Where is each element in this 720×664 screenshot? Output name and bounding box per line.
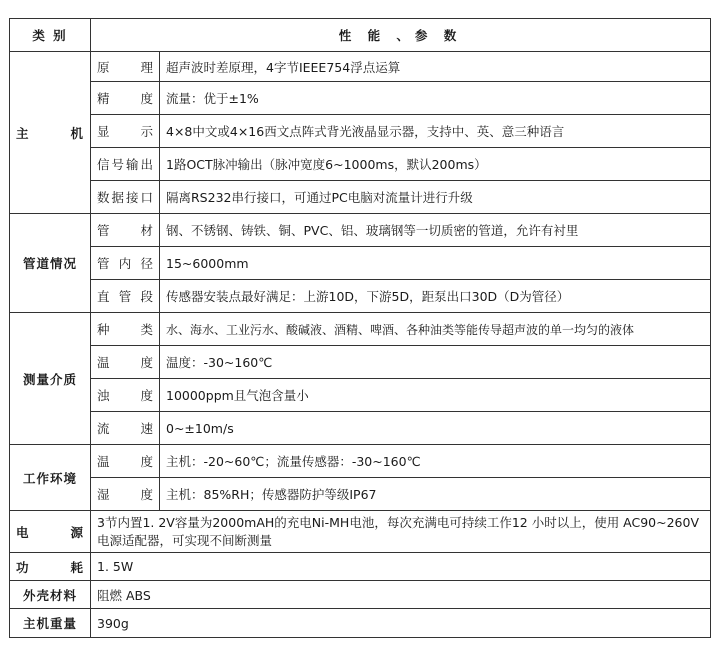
param-name: 原 理 [91, 52, 160, 82]
table-row [10, 115, 711, 148]
param-name: 管内径 [91, 247, 160, 280]
param-value: 隔离RS232串行接口，可通过PC电脑对流量计进行升级 [160, 181, 711, 214]
param-value: 超声波时差原理，4字节IEEE754浮点运算 [160, 52, 711, 82]
table-row [10, 478, 711, 511]
header-performance: 性 能 、参 数 [91, 19, 711, 52]
category-consumption: 功 耗 [10, 553, 91, 581]
param-value: 钢、不锈钢、铸铁、铜、PVC、铝、玻璃钢等一切质密的管道，允许有衬里 [160, 214, 711, 247]
category-medium: 测量介质 [10, 313, 91, 445]
header-row [10, 19, 711, 52]
param-name: 管 材 [91, 214, 160, 247]
param-name: 湿 度 [91, 478, 160, 511]
param-name: 数据接口 [91, 181, 160, 214]
category-main: 主 机 [10, 52, 91, 214]
category-shell: 外壳材料 [10, 581, 91, 609]
param-name: 显 示 [91, 115, 160, 148]
param-value: 水、海水、工业污水、酸碱液、酒精、啤酒、各种油类等能传导超声波的单一均匀的液体 [160, 313, 711, 346]
table-row [10, 280, 711, 313]
table-row [10, 52, 711, 82]
weight-value: 390g [91, 609, 711, 638]
table-row [10, 609, 711, 638]
category-pipe: 管道情况 [10, 214, 91, 313]
spec-table [9, 18, 711, 638]
param-value: 流量：优于±1% [160, 82, 711, 115]
table-row [10, 445, 711, 478]
param-name: 流 速 [91, 412, 160, 445]
category-power: 电 源 [10, 511, 91, 553]
table-row [10, 214, 711, 247]
table-row [10, 346, 711, 379]
param-name: 直管段 [91, 280, 160, 313]
param-value: 传感器安装点最好满足：上游10D，下游5D，距泵出口30D（D为管径） [160, 280, 711, 313]
table-row [10, 82, 711, 115]
param-name: 种 类 [91, 313, 160, 346]
table-row [10, 313, 711, 346]
param-name: 浊 度 [91, 379, 160, 412]
param-value: 1路OCT脉冲输出（脉冲宽度6~1000ms，默认200ms） [160, 148, 711, 181]
param-value: 主机：85%RH；传感器防护等级IP67 [160, 478, 711, 511]
shell-value: 阻燃 ABS [91, 581, 711, 609]
table-row [10, 553, 711, 581]
table-row [10, 148, 711, 181]
param-name: 信号输出 [91, 148, 160, 181]
table-row [10, 181, 711, 214]
param-name: 温 度 [91, 346, 160, 379]
header-category: 类 别 [10, 19, 91, 52]
param-value: 15~6000mm [160, 247, 711, 280]
param-name: 精 度 [91, 82, 160, 115]
param-value: 温度：-30~160℃ [160, 346, 711, 379]
param-value: 主机：-20~60℃；流量传感器：-30~160℃ [160, 445, 711, 478]
param-name: 温 度 [91, 445, 160, 478]
table-row [10, 247, 711, 280]
table-row [10, 511, 711, 553]
param-value: 4×8中文或4×16西文点阵式背光液晶显示器，支持中、英、意三种语言 [160, 115, 711, 148]
power-value: 3节内置1. 2V容量为2000mAH的充电Ni-MH电池，每次充满电可持续工作12 小时以上，使用 AC90~260V电源适配器，可实现不间断测量 [91, 511, 711, 553]
table-row [10, 581, 711, 609]
category-weight: 主机重量 [10, 609, 91, 638]
param-value: 10000ppm且气泡含量小 [160, 379, 711, 412]
param-value: 0~±10m/s [160, 412, 711, 445]
table-row [10, 412, 711, 445]
consumption-value: 1. 5W [91, 553, 711, 581]
table-row [10, 379, 711, 412]
category-environment: 工作环境 [10, 445, 91, 511]
